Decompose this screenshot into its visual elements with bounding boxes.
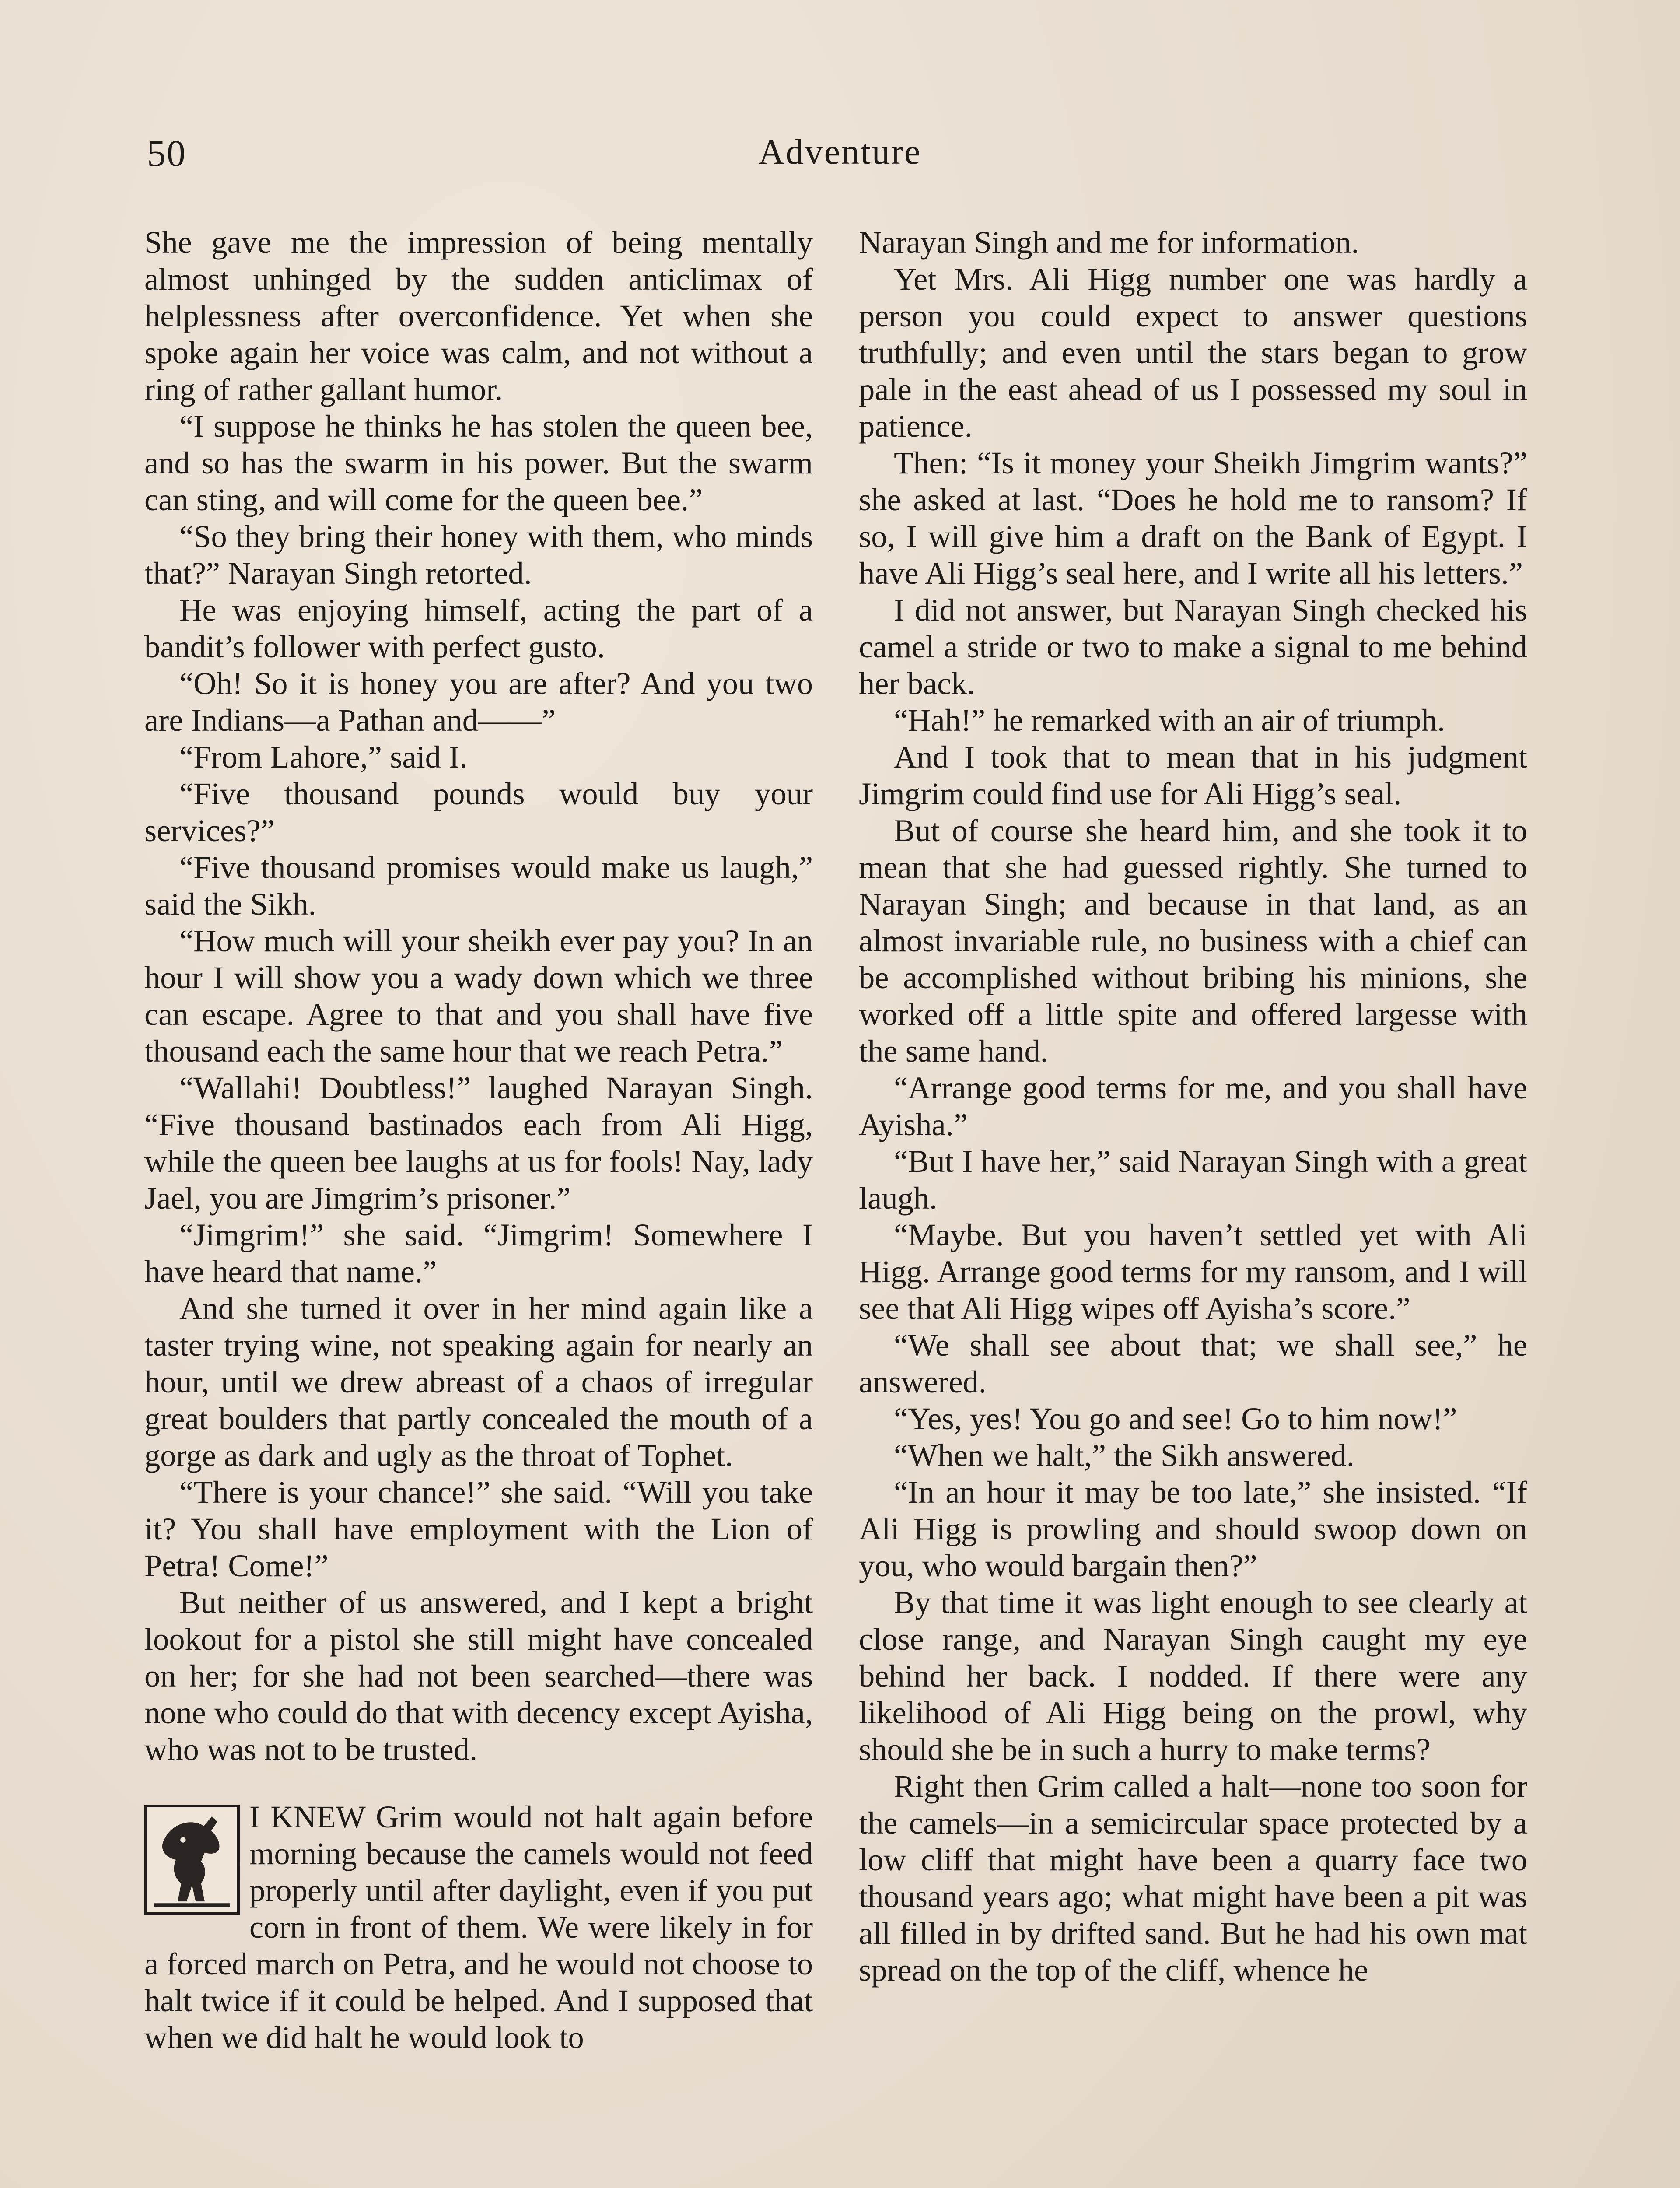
paragraph: “We shall see about that; we shall see,” he answered. (859, 1327, 1527, 1399)
right-column (859, 224, 1527, 1988)
paragraph: And she turned it over in her mind again like a taster trying wine, not speaking again for nearly an hour, until we drew abreast of a chaos of irregular great boulders that partly concealed the mouth of a gorge as dark and ugly as the throat of Tophet. (144, 1290, 813, 1473)
paragraph: He was enjoying himself, acting the part of a bandit’s follower with perfect gusto. (144, 592, 813, 664)
paragraph: “Five thousand pounds would buy your services?” (144, 776, 813, 848)
paragraph: I did not answer, but Narayan Singh checked his camel a stride or two to make a signal to me behind her back. (859, 592, 1527, 701)
paragraph: And I took that to mean that in his judgment Jimgrim could find use for Ali Higg’s seal. (859, 739, 1527, 811)
paragraph: “Arrange good terms for me, and you shall have Ayisha.” (859, 1070, 1527, 1142)
paragraph: “Five thousand promises would make us laugh,” said the Sikh. (144, 849, 813, 922)
section-opening-paragraph (144, 1799, 813, 2056)
paragraph: “In an hour it may be too late,” she insisted. “If Ali Higg is prowling and should swoop down on you, who would bargain then?” (859, 1474, 1527, 1583)
paragraph: “Oh! So it is honey you are after? And you two are Indians—a Pathan and——” (144, 666, 813, 738)
paragraph: “Wallahi! Doubtless!” laughed Narayan Singh. “Five thousand bastinados each from Ali Higg, while the queen bee laughs at us for fools! Nay, lady Jael, you are Jimgrim’s prisoner.” (144, 1070, 813, 1216)
paragraph: “Maybe. But you haven’t settled yet with Ali Higg. Arrange good terms for my ransom, and I will see that Ali Higg wipes off Ayisha’s score.” (859, 1217, 1527, 1326)
paragraph: By that time it was light enough to see clearly at close range, and Narayan Singh caught my eye behind her back. I nodded. If there were any likelihood of Ali Higg being on the prowl, why should she be in such a hurry to make terms? (859, 1585, 1527, 1767)
paragraph: But neither of us answered, and I kept a bright lookout for a pistol she still might have concealed on her; for she had not been searched—there was none who could do that with decency except Ayisha, who was not to be trusted. (144, 1585, 813, 1767)
paragraph: “How much will your sheikh ever pay you? In an hour I will show you a wady down which we three can escape. Agree to that and you shall have five thousand each the same hour that we reach Petra.” (144, 923, 813, 1069)
paragraph: “So they bring their honey with them, who minds that?” Narayan Singh retorted. (144, 519, 813, 591)
paragraph-text: I KNEW Grim would not halt again before morning because the camels would not feed properly until after daylight, even if you put corn in front of them. We were likely in for a forced march on Petra, and he would not choose to halt twice if it could be helped. And I supposed that when we did halt he would look to (144, 1799, 813, 2055)
paragraph: “From Lahore,” said I. (179, 739, 468, 775)
paragraph: But of course she heard him, and she took it to mean that she had guessed rightly. She turned to Narayan Singh; and because in that land, as an almost invariable rule, no business with a chief can be accomplished without bribing his minions, she worked off a little spite and offered largesse with the same hand. (859, 813, 1527, 1069)
paragraph: “There is your chance!” she said. “Will you take it? You shall have employment with the Lion of Petra! Come!” (144, 1474, 813, 1583)
left-column (144, 224, 813, 2056)
paragraph: Yet Mrs. Ali Higg number one was hardly a person you could expect to answer questions truthfully; and even until the stars began to grow pale in the east ahead of us I possessed my soul in patience. (859, 261, 1527, 444)
paragraph: Then: “Is it money your Sheikh Jimgrim wants?” she asked at last. “Does he hold me to ransom? If so, I will give him a draft on the Bank of Egypt. I have Ali Higg’s seal here, and I write all his letters.” (859, 445, 1527, 591)
paragraph: “I suppose he thinks he has stolen the queen bee, and so has the swarm in his power. But the swarm can sting, and will come for the queen bee.” (144, 408, 813, 517)
paragraph: “When we halt,” the Sikh answered. (894, 1438, 1354, 1473)
paragraph: “But I have her,” said Narayan Singh with a great laugh. (859, 1143, 1527, 1216)
paragraph: Narayan Singh and me for information. (859, 224, 1359, 260)
paragraph: “Hah!” he remarked with an air of triumph. (894, 702, 1446, 738)
paragraph: “Jimgrim!” she said. “Jimgrim! Somewhere I have heard that name.” (144, 1217, 813, 1289)
illustrated-initial-icon (144, 1805, 240, 1915)
running-head: Adventure (758, 132, 922, 172)
page-number: 50 (147, 132, 186, 174)
paragraph: “Yes, yes! You go and see! Go to him now!” (894, 1401, 1457, 1436)
paragraph: Right then Grim called a halt—none too soon for the camels—in a semicircular space protected by a low cliff that might have been a quarry face two thousand years ago; what might have been a pit was all filled in by drifted sand. But he had his own mat spread on the top of the cliff, whence he (859, 1768, 1527, 1988)
paragraph: She gave me the impression of being mentally almost unhinged by the sudden anticlimax of helplessness after overconfidence. Yet when she spoke again her voice was calm, and not without a ring of rather gallant humor. (144, 224, 813, 407)
